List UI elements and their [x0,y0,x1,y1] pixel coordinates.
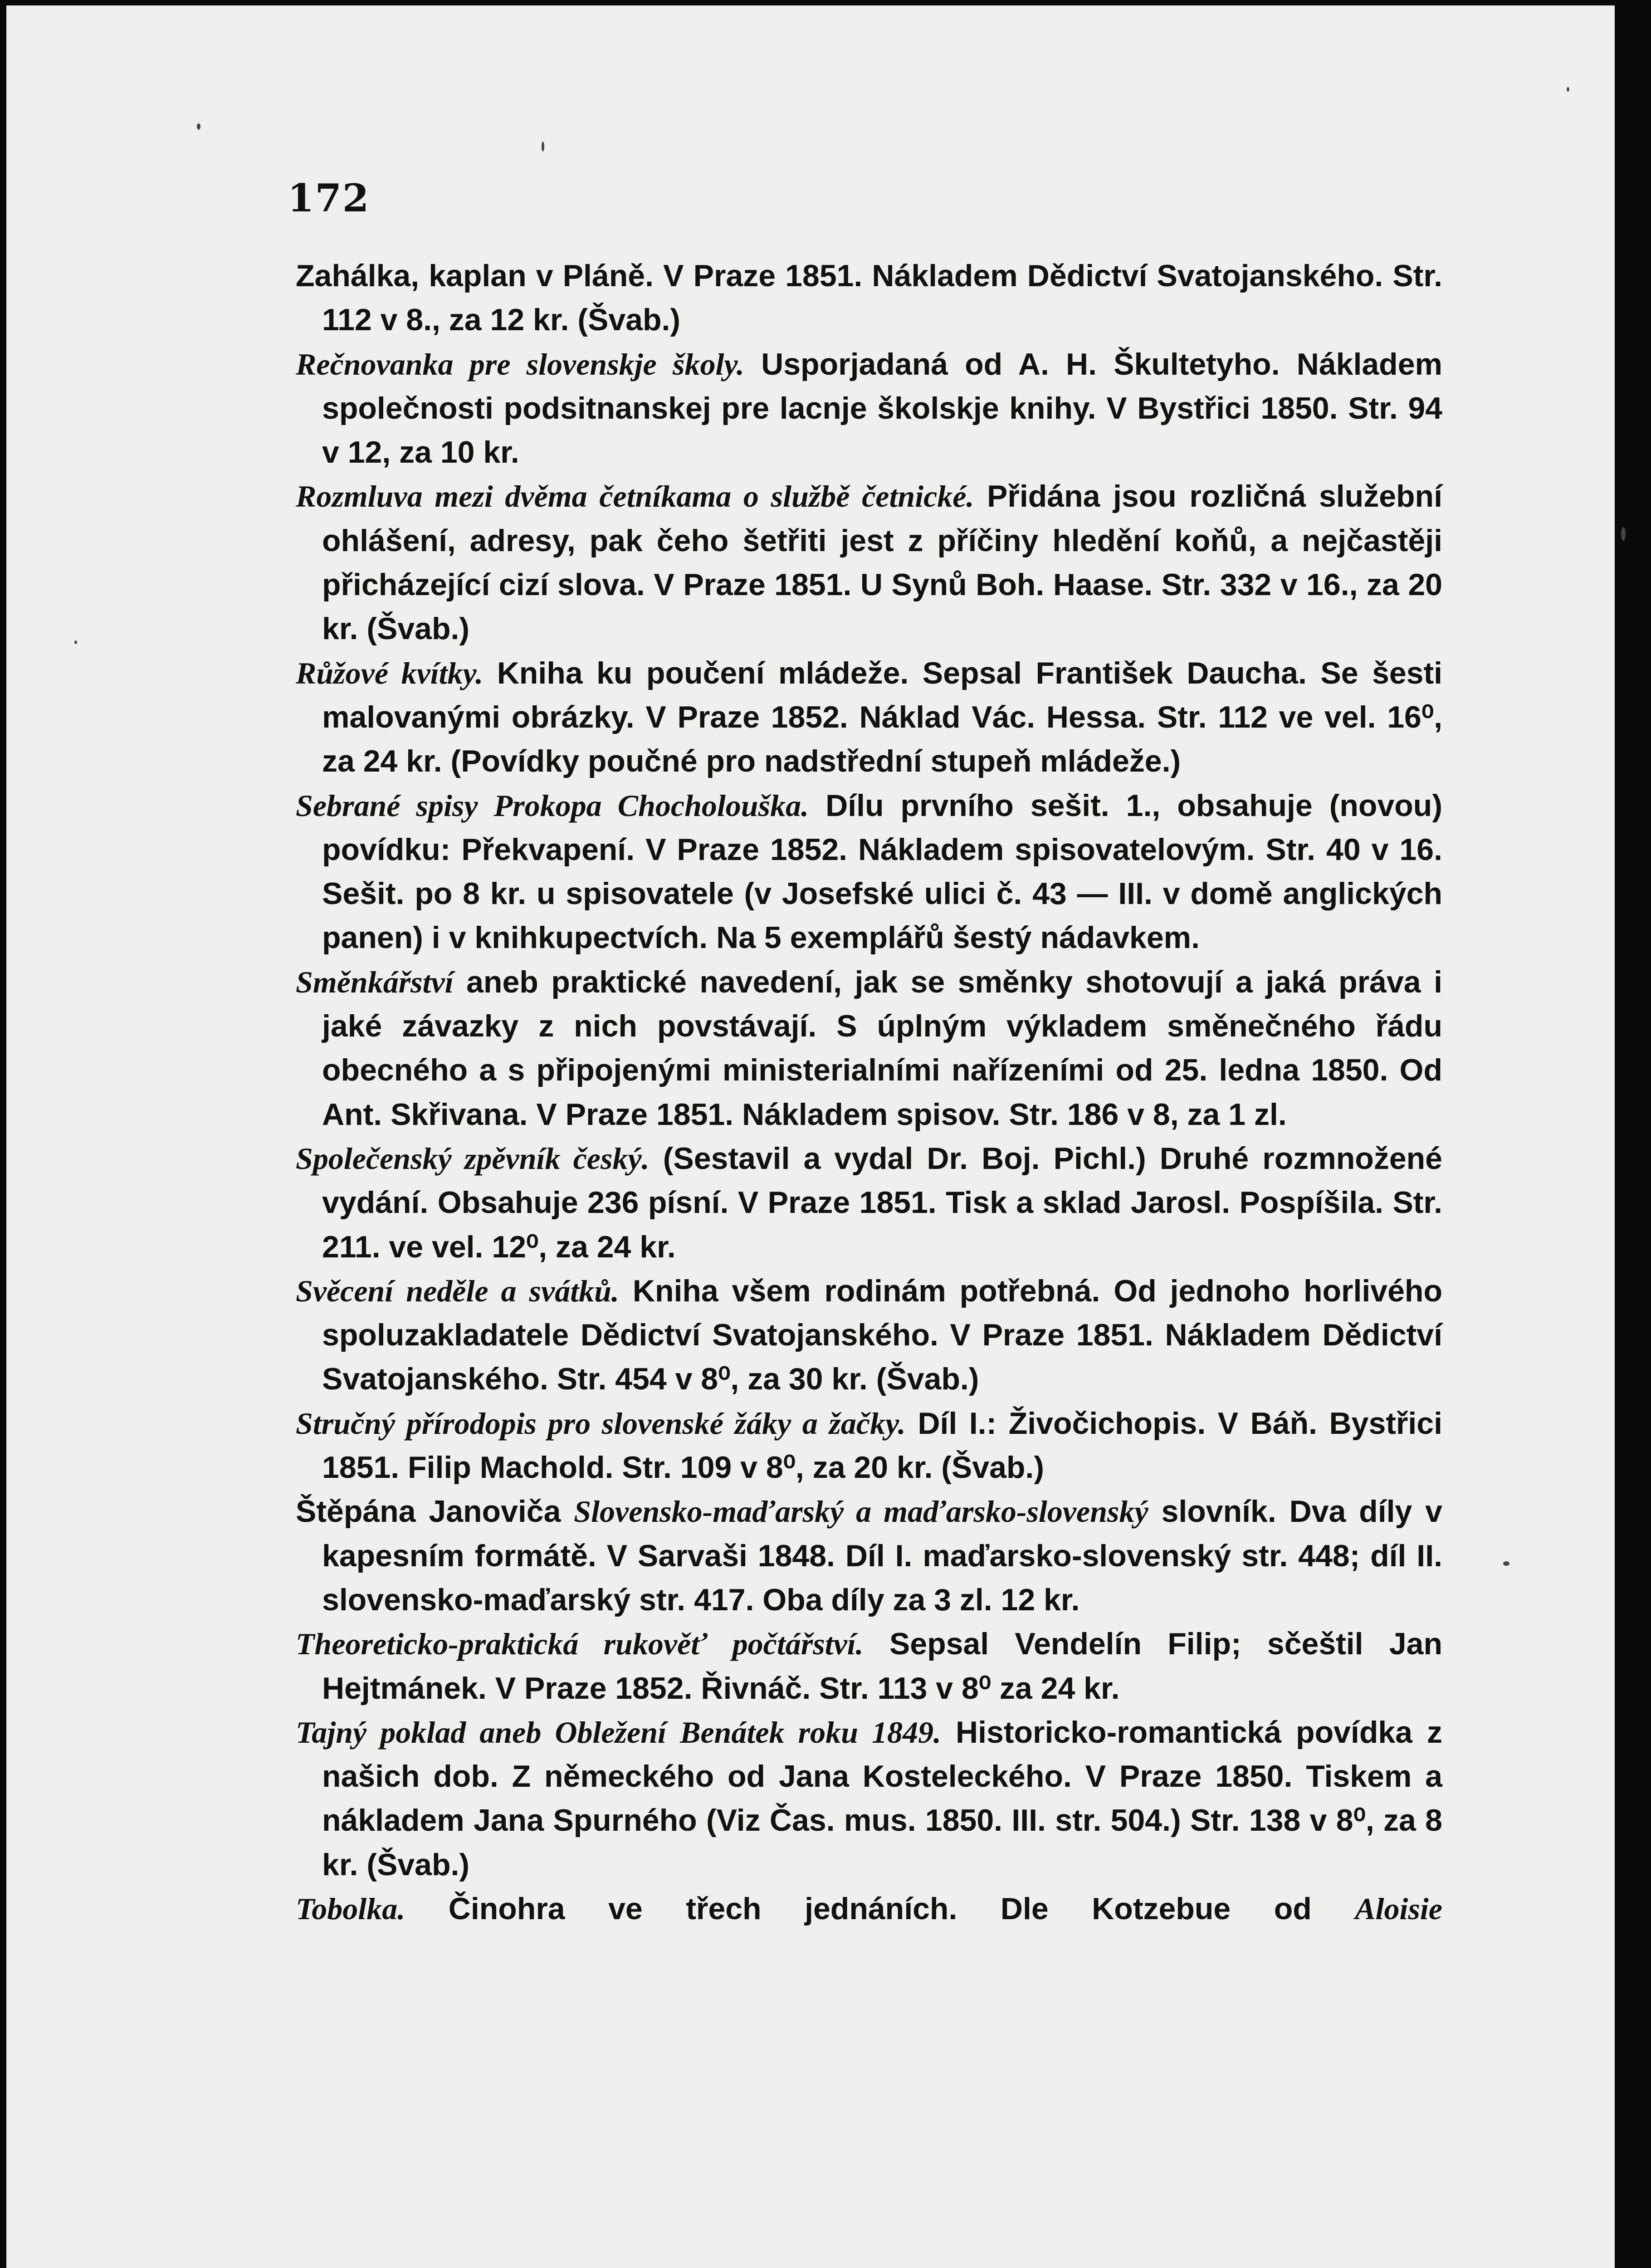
scan-speck [542,142,544,152]
list-item [6,1711,1633,1887]
scan-speck [1621,527,1626,541]
entry-text: Kniha ku poučení mládeže. Sepsal František Daucha. Se šesti malovanými obrázky. V Praze 1852. Náklad Vác. Hessa. Str. 112 ve vel. 16⁰, za 24 kr. (Povídky poučné pro nadstřední stupeň mládeže.) [322,655,1443,779]
scan-speck [1567,87,1569,92]
scan-speck [74,640,77,644]
entry-text: Zahálka, kaplan v Pláně. V Praze 1851. Nákladem Dědictví Svatojanského. Str. 112 v 8., za 12 kr. (Švab.) [296,259,1442,337]
book-page [6,5,1633,2268]
list-item [6,651,1633,784]
bibliography-list [6,254,1633,1931]
entry-text: Díl I.: Živočichopis. V Báň. Bystřici 1851. Filip Machold. Str. 109 v 8⁰, za 20 kr. (Švab.) [322,1406,1442,1485]
entry-title: Směnkářství [296,964,454,999]
entry-title: Rečnovanka pre slovenskje školy. [296,347,744,381]
entry-title: Theoreticko-praktická rukověť počtářství. [296,1627,864,1662]
scan-speck [1503,1561,1509,1566]
entry-title: Slovensko-maďarský a maďarsko-slovenský [574,1494,1148,1529]
entry-title: Tajný poklad aneb Obležení Benátek roku 1849. [296,1715,942,1750]
list-item [6,1137,1633,1269]
entry-text: Sepsal Vendelín Filip; sčeštil Jan Hejtmánek. V Praze 1852. Řivnáč. Str. 113 v 8⁰ za 24 kr. [322,1627,1442,1706]
entry-text: Činohra ve třech jednáních. Dle Kotzebue od [405,1891,1355,1926]
entry-text: Kniha všem rodinám potřebná. Od jednoho horlivého spoluzakladatele Dědictví Svatojanského. V Praze 1851. Nákladem Dědictví Svatojanského. Str. 454 v 8⁰, za 30 kr. (Švab.) [322,1273,1442,1397]
list-item [6,784,1633,960]
entry-title: Tobolka. [296,1891,405,1926]
entry-text: aneb praktické navedení, jak se směnky shotovují a jaká práva i jaké závazky z nich povstávají. S úplným výkladem směnečného řádu obecného a s připojenými ministerialními nařízeními od 25. ledna 1850. Od Ant. Skřivana. V Praze 1851. Nákladem spisov. Str. 186 v 8, za 1 zl. [322,964,1442,1132]
list-item [6,1490,1633,1622]
list-item [6,1269,1633,1402]
list-item [6,474,1633,651]
entry-text: (Sestavil a vydal Dr. Boj. Pichl.) Druhé rozmnožené vydání. Obsahuje 236 písní. V Praze 1851. Tisk a sklad Jarosl. Pospíšila. Str. 211. ve vel. 12⁰, za 24 kr. [322,1141,1442,1264]
list-item [6,1402,1633,1490]
entry-text: Historicko-romantická povídka z našich dob. Z německého od Jana Kosteleckého. V Praze 1850. Tiskem a nákladem Jana Spurného (Viz Čas. mus. 1850. III. str. 504.) Str. 138 v 8⁰, za 8 kr. (Švab.) [322,1715,1443,1882]
list-item [6,1622,1633,1711]
scan-speck [197,123,200,130]
entry-title: Rozmluva mezi dvěma četníkama o službě četnické. [296,479,974,514]
entry-title: Stručný přírodopis pro slovenské žáky a žačky. [296,1406,906,1441]
entry-text: Usporjadaná od A. H. Škultetyho. Nákladem společnosti podsitnanskej pre lacnje školskje knihy. V Bystřici 1850. Str. 94 v 12, za 10 kr. [322,347,1442,470]
page-number: 172 [288,176,370,220]
list-item [6,254,1633,342]
entry-title: Svěcení neděle a svátků. [296,1273,619,1308]
entry-text-before: Štěpána Janoviča [296,1494,574,1529]
list-item [6,342,1633,475]
entry-title: Sebrané spisy Prokopa Chocholouška. [296,788,809,823]
entry-text: Dílu prvního sešit. 1., obsahuje (novou) povídku: Překvapení. V Praze 1852. Nákladem spisovatelovým. Str. 40 v 16. Sešit. po 8 kr. u spisovatele (v Josefské ulici č. 43 — III. v domě anglických panen) i v knihkupectvích. Na 5 exemplářů šestý nádavkem. [322,788,1442,955]
list-item [6,960,1633,1137]
entry-title: Společenský zpěvník český. [296,1141,650,1176]
entry-text: slovník. Dva díly v kapesním formátě. V Sarvaši 1848. Díl I. maďarsko-slovenský str. 448; díl II. slovensko-maďarský str. 417. Oba díly za 3 zl. 12 kr. [322,1494,1442,1617]
entry-text: Přidána jsou rozličná služební ohlášení, adresy, pak čeho šetřiti jest z příčiny hledění koňů, a nejčastěji přicházející cizí slova. V Praze 1851. U Synů Boh. Haase. Str. 332 v 16., za 20 kr. (Švab.) [322,479,1442,646]
entry-trailing-title: Aloisie [1355,1891,1442,1926]
list-item [6,1887,1633,1931]
entry-title: Růžové kvítky. [296,655,484,690]
